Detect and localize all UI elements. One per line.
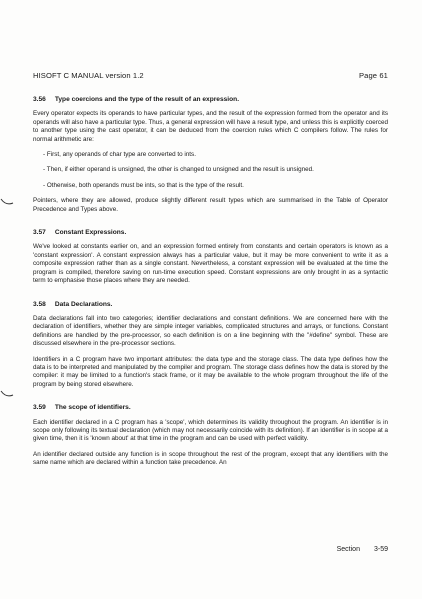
footer-section-label: Section [336, 546, 360, 553]
paragraph: Pointers, where they are allowed, produce slightly different result types which are summarised in the Table of Operator Precedence and Types above. [33, 197, 388, 213]
section-heading [33, 229, 388, 237]
paragraph: Every operator expects its operands to have particular types, and the result of the expression formed from the operator and its operands will also have a particular type. Thus, a general expression will have a result type, and unless this is explicitly coerced to another type using the cast operator, it can be deduced from the coercion rules which C compilers follow. The rules for normal arithmetic are: [33, 110, 388, 143]
page-number: Page 61 [359, 71, 388, 80]
section-title: Type coercions and the type of the result of an expression. [54, 96, 240, 103]
section-heading [33, 96, 388, 104]
section-heading [33, 404, 388, 412]
coercion-rule: - Then, if either operand is unsigned, the other is changed to unsigned and the result is unsigned. [43, 166, 314, 174]
binder-mark-icon [0, 198, 14, 207]
section-3-57 [33, 229, 388, 285]
page-header [33, 71, 388, 80]
section-title: The scope of identifiers. [54, 404, 131, 412]
page-body [33, 96, 388, 475]
paragraph: We've looked at constants earlier on, and an expression formed entirely from constants and certain operators is known as a 'constant expression'. A constant expression always has a particular value, but it may be more convenient to write it as a composite expression rather than as a single constant. Nevertheless, a constant expression will be evaluated at the time the program is compiled, therefore saving on run-time execution speed. Constant expressions are only brought in as a syntactic term to emphasise those places where they are needed. [33, 243, 388, 285]
binder-mark-icon [0, 390, 14, 399]
section-title: Data Declarations. [54, 300, 113, 308]
section-number: 3.59 [33, 404, 46, 412]
footer-page-number: 3-59 [373, 546, 388, 553]
section-number: 3.57 [33, 229, 46, 237]
paragraph: Identifiers in a C program have two important attributes: the data type and the storage class. The data type defines how the data is to be interpreted and manipulated by the compiler and program. The storage class defines how the data is stored by the compiler: it may be limited to a function's stack frame, or it may be available to the whole program throughout the life of the program by being stored elsewhere. [33, 355, 388, 388]
section-heading [33, 301, 388, 309]
manual-title: HISOFT C MANUAL version 1.2 [33, 71, 144, 80]
page-footer [337, 546, 388, 553]
section-3-59 [33, 404, 388, 467]
section-3-56 [33, 96, 388, 214]
section-number: 3.56 [33, 96, 46, 103]
paragraph: An identifier declared outside any function is in scope throughout the rest of the program, except that any identifiers with the same name which are declared within a function take precedence. An [33, 450, 388, 467]
coercion-rule: - Otherwise, both operands must be ints, so that is the type of the result. [43, 181, 244, 189]
coercion-rule: - First, any operands of char type are converted to ints. [43, 151, 196, 159]
section-3-58 [33, 301, 388, 390]
paragraph: Data declarations fall into two categories; identifier declarations and constant definitions. We are concerned here with the declaration of identifiers, whether they are simple integer variables, complicated structures and arrays, or functions. Constant definitions are handled by the pre-processor, so each definition is on a line beginning with the "#define" symbol. These are discussed elsewhere in the pre-processor sections. [33, 314, 388, 348]
paragraph: Each identifier declared in a C program has a 'scope', which determines its validity throughout the program. An identifier is in scope only following its textual declaration (which may not necessarily coincide with its definition). If an identifier is in scope at a given time, then it is 'known about' at that time in the program and can be used with perfect validity. [33, 418, 388, 443]
section-number: 3.58 [33, 300, 46, 308]
section-title: Constant Expressions. [54, 229, 127, 237]
